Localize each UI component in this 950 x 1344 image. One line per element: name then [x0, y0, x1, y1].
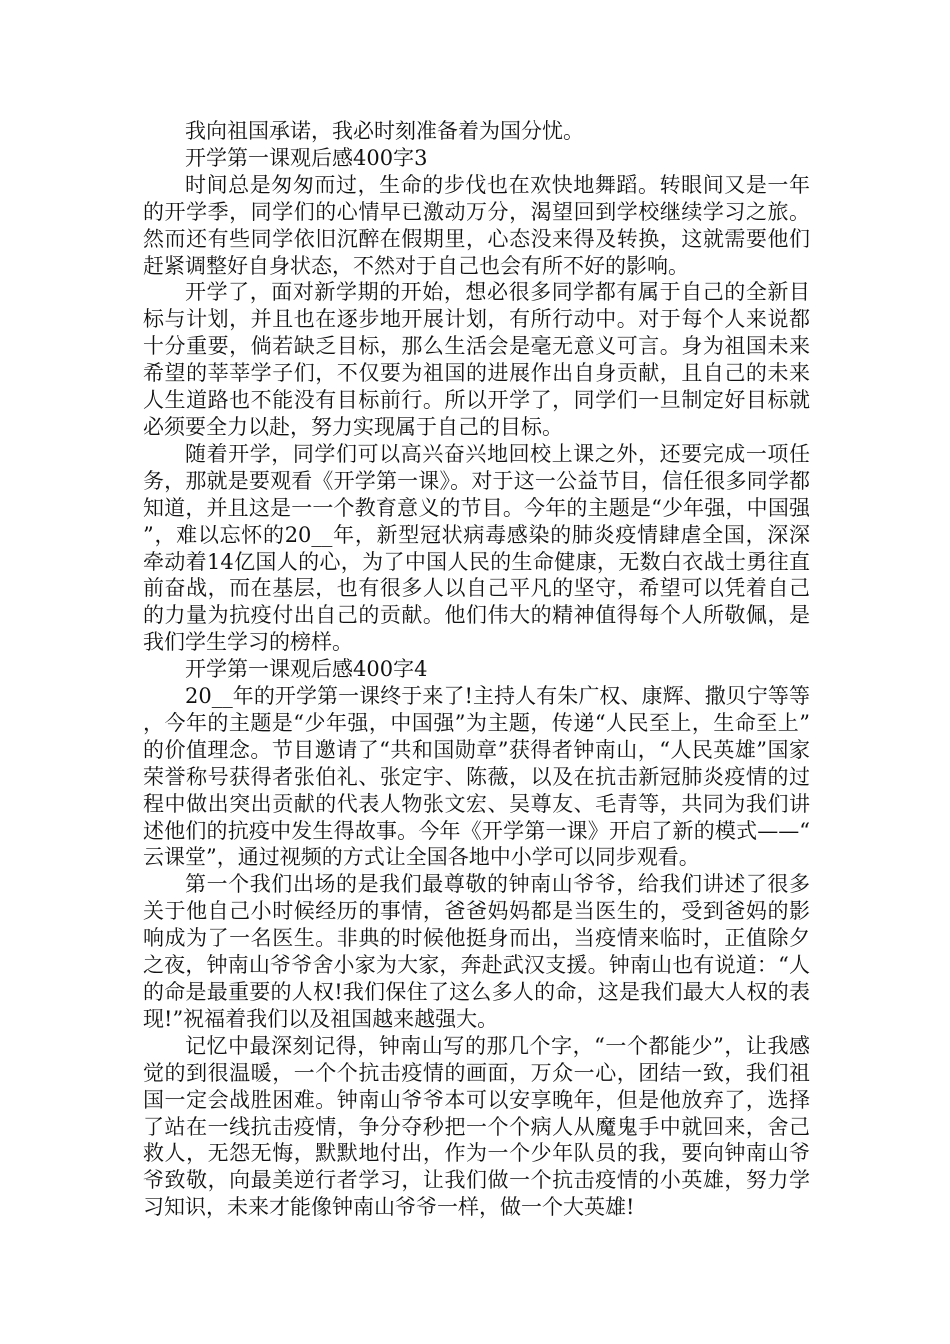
paragraph: 时间总是匆匆而过，生命的步伐也在欢快地舞蹈。转眼间又是一年的开学季，同学们的心情早已激动万分，渴望回到学校继续学习之旅。然而还有些同学依旧沉醉在假期里，心态没来得及转换，这就需要他们赶紧调整好自身状态，不然对于自己也会有所不好的影响。 [143, 172, 810, 278]
paragraph: 随着开学，同学们可以高兴奋兴地回校上课之外，还要完成一项任务，那就是要观看《开学第一课》。对于这一公益节目，信任很多同学都知道，并且这是一一个教育意义的节目。今年的主题是“少年强，中国强”，难以忘怀的20__年，新型冠状病毒感染的肺炎疫情肆虐全国，深深牵动着14亿国人的心，为了中国人民的生命健康，无数白衣战士勇往直前奋战，而在基层，也有很多人以自己平凡的坚守，希望可以凭着自己的力量为抗疫付出自己的贡献。他们伟大的精神值得每个人所敬佩，是我们学生学习的榜样。 [143, 441, 810, 655]
paragraph-promise: 我向祖国承诺，我必时刻准备着为国分忧。 [185, 119, 584, 143]
paragraph: 第一个我们出场的是我们最尊敬的钟南山爷爷，给我们讲述了很多关于他自己小时候经历的事情，爸爸妈妈都是当医生的，受到爸妈的影响成为了一名医生。非典的时候他挺身而出，当疫情来临时，正值除夕之夜，钟南山爷爷舍小家为大家，奔赴武汉支援。钟南山也有说道：“人的命是最重要的人权!我们保住了这么多人的命，这是我们最大人权的表现!”祝福着我们以及祖国越来越强大。 [143, 872, 810, 1031]
section-heading-4: 开学第一课观后感400字4 [185, 657, 428, 682]
paragraph: 20__年的开学第一课终于来了!主持人有朱广权、康辉、撒贝宁等等，今年的主题是“少年强，中国强”为主题，传递“人民至上，生命至上”的价值理念。节目邀请了“共和国勋章”获得者钟南山，“人民英雄”国家荣誉称号获得者张伯礼、张定宇、陈薇，以及在抗击新冠肺炎疫情的过程中做出突出贡献的代表人物张文宏、吴尊友、毛青等，共同为我们讲述他们的抗疫中发生得故事。今年《开学第一课》开启了新的模式——“云课堂”，通过视频的方式让全国各地中小学可以同步观看。 [143, 684, 810, 870]
section-heading-3: 开学第一课观后感400字3 [185, 145, 428, 170]
paragraph: 开学了，面对新学期的开始，想必很多同学都有属于自己的全新目标与计划，并且也在逐步地开展计划，有所行动中。对于每个人来说都十分重要，倘若缺乏目标，那么生活会是毫无意义可言。身为祖国未来希望的莘莘学子们，不仅要为祖国的进展作出自身贡献，且自己的未来人生道路也不能没有目标前行。所以开学了，同学们一旦制定好目标就必须要全力以赴，努力实现属于自己的目标。 [143, 280, 810, 439]
paragraph: 记忆中最深刻记得，钟南山写的那几个字，“一个都能少”，让我感觉的到很温暖，一个个抗击疫情的画面，万众一心，团结一致，我们祖国一定会战胜困难。钟南山爷爷本可以安享晚年，但是他放弃了，选择了站在一线抗击疫情，争分夺秒把一个个病人从魔鬼手中就回来，舍己救人，无怨无悔，默默地付出，作为一个少年队员的我，要向钟南山爷爷致敬，向最美逆行者学习，让我们做一个抗击疫情的小英雄，努力学习知识，未来才能像钟南山爷爷一样，做一个大英雄! [143, 1033, 810, 1220]
document-page [143, 118, 810, 1221]
